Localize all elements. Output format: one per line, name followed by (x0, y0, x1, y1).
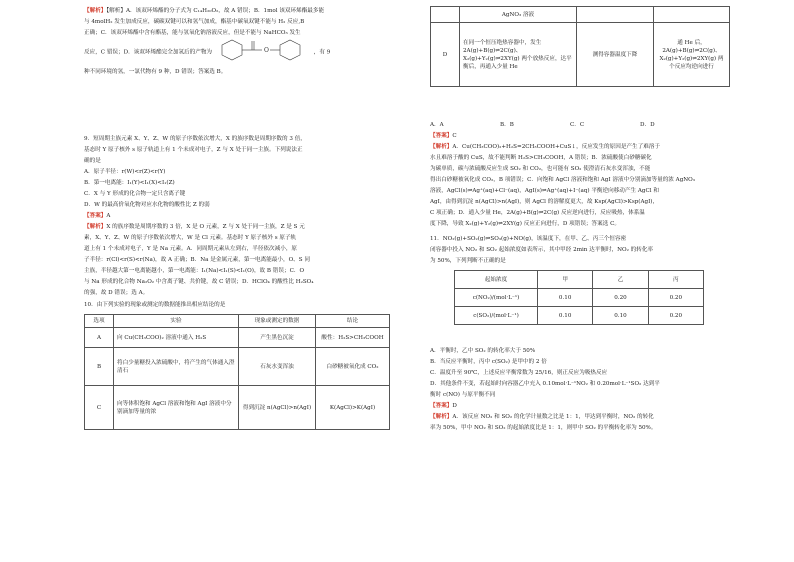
table-cell: c(SO₂)/(mol·L⁻¹) (455, 307, 538, 325)
table-row (431, 7, 730, 23)
table-cell: 0.20 (648, 307, 703, 325)
table-cell: 0.10 (538, 307, 593, 325)
text-line: C 项正确；D．通入少量 He，2A(g)+B(g)⇌2C(g) 反应逆向进行，反应吸热，体系温 (430, 210, 645, 216)
question-stem: 为 50%，下列判断不正确的是 (430, 258, 506, 264)
option-b: B．当反应平衡时，丙中 c(SO₂) 是甲中的 2 倍 (430, 359, 547, 365)
question-stem: 闭容器中投入 NO₂ 和 SO₂ 起始浓度如表所示，其中甲经 2min 达平衡时，NO₂ 的转化率 (430, 247, 654, 253)
question-stem: 确的是 (84, 158, 101, 164)
question-11-options (430, 346, 730, 434)
question-stem: 基态时 Y 原子核外 s 原子轨道上有 1 个未成对电子，Z 与 X 处于同一主族。下列说法正 (84, 147, 303, 153)
table-cell: 将白少量糖投入浓硫酸中，将产生的气体通入澄清石 (114, 348, 239, 386)
table-row (85, 386, 390, 430)
table-cell: 向等体积饱和 AgCl 溶液和饱和 AgI 溶液中分别滴加等量的浓 (114, 386, 239, 430)
table-row (85, 328, 390, 348)
table-cell: c(NO₂)/(mol·L⁻¹) (455, 289, 538, 307)
table-cell: 在同一个恒压绝热容器中，发生 2A(g)+B(g)⇌2C(g)、X₂(g)+Y₂(g)⇌2XY(g) 两个放热反应，达平衡后，再通入少量 He (460, 23, 577, 87)
header-cell: 实验 (114, 315, 239, 328)
question-9 (84, 134, 390, 222)
table-cell: D (431, 23, 460, 87)
table-cell: 通 He 后，2A(g)+B(g)⇌2C(g)、X₂(g)+Y₂(g)⇌2XY(g) 两个反应均逆向进行 (654, 23, 730, 87)
explanation-q9 (84, 222, 390, 299)
text-line: 水且难溶于酸的 CuS，故不能判断 H₂S>CH₃COOH，A 错误；B．浓硫酸使白砂糖碳化 (430, 155, 652, 161)
header-cell: 乙 (593, 271, 648, 289)
text-line: 主族，半径越大第一电离能越小，第一电离能：I₁(Na)<I₁(S)<I₁(O)，故 B 错误；C．O (84, 268, 305, 274)
table-cell: 白砂糖被氧化成 CO₂ (316, 348, 390, 386)
question-10 (84, 300, 390, 311)
text-line: 道上有 1 个未成对电子，Y 是 Na 元素。A．同周期元素从左到右，半径依次减小，原 (84, 246, 298, 252)
table-cell: AgNO₃ 溶液 (460, 7, 577, 23)
option-b: B．B (500, 122, 514, 128)
table-row (85, 348, 390, 386)
header-cell: 甲 (538, 271, 593, 289)
text-line: 与 4molH₂ 发生加成反应，碳碳双键可以和氢气加成，酯基中碳氧双键不能与 H₂ 反应,B (84, 19, 305, 25)
explanation-q8 (84, 6, 390, 78)
option-d-continued: 衡时 c(NO) 与原平衡不同 (430, 392, 496, 398)
answer-line: 【答案】C (430, 133, 457, 139)
text-line: 度下降，导致 X₂(g)+Y₂(g)⇌2XY(g) 反应正向进行，D 项错误；答案选 C。 (430, 221, 620, 227)
header-cell: 丙 (648, 271, 703, 289)
option-a: A．平衡时，乙中 SO₂ 的转化率大于 50% (430, 348, 536, 354)
option-d: D．W 的最高价氧化物对应水化物的酸性比 Z 的弱 (84, 202, 210, 208)
option-d: D．其他条件不变，若起始时向容器乙中充入 0.10mol·L⁻¹NO₂ 和 0.20mol·L⁻¹SO₂ 达到平 (430, 381, 660, 387)
analysis-tag: 【解析】 (84, 8, 107, 14)
table-cell: 酸性：H₂S>CH₃COOH (316, 328, 390, 348)
table-cell: 得到沉淀 n(AgCl)>n(AgI) (239, 386, 316, 430)
table-cell: 0.10 (593, 307, 648, 325)
text-line: AgI，由得到沉淀 n(AgCl)>n(AgI)，则 AgCl 的溶解度更大，故 Ksp(AgCl)>Ksp(AgI)， (430, 199, 659, 205)
header-cell: 现象或测定的数据 (239, 315, 316, 328)
answer-line: 【答案】A (84, 213, 111, 219)
table-cell: 石灰水变浑浊 (239, 348, 316, 386)
question-stem: 10．由下列实验的现象或测定的数据能推出相应结论的是 (84, 302, 226, 308)
experiment-table (84, 314, 390, 430)
text-line: 素，X、Y、Z、W 的原子序数依次增大，W 是 Cl 元素。基态时 Y 原子核外 s 原子轨 (84, 235, 297, 241)
option-c: C．温度升至 90℃，上述反应平衡常数为 25/16，则正反应为吸热反应 (430, 370, 608, 376)
table-cell: B (85, 348, 114, 386)
table-cell: A (85, 328, 114, 348)
header-cell: 起始浓度 (455, 271, 538, 289)
text-line: 反应，C 错误；D．该双环烯酯完全加氢后的产物为 O ，有 9 (84, 39, 390, 67)
table-header-row (455, 271, 704, 289)
text-line: 得出白砂糖被氧化成 CO₂，B 项错误；C．向饱和 AgCl 溶液和饱和 AgI 溶液中分别滴加等量的浓 AgNO₃ (430, 177, 695, 183)
option-b: B．第一电离能：I₁(Y)<I₁(X)<I₁(Z) (84, 180, 175, 186)
question-stem: 9．短周期主族元素 X、Y、Z、W 的原子序数依次增大，X 的族序数是周期序数的 3 倍， (84, 136, 306, 142)
concentration-table (454, 270, 704, 325)
table-cell (654, 7, 730, 23)
table-cell: K(AgCl)>K(AgI) (316, 386, 390, 430)
text-line: 与 Na 形成的化合物 Na₂O₂ 中含离子键、共价键，故 C 错误；D．HClO₄ 的酸性比 H₂SO₄ (84, 279, 314, 285)
text-line: 【解析】A．该反应 NO₂ 和 SO₂ 的化学计量数之比是 1：1，甲达到平衡时，NO₂ 的转化 (430, 414, 654, 420)
option-a: A．原子半径：r(W)<r(Z)<r(Y) (84, 169, 166, 175)
table-row (431, 23, 730, 87)
question-stem: 11．NO₂(g)+SO₂(g)⇌SO₃(g)+NO(g)，该温度下，在甲、乙、丙三个恒容密 (430, 236, 627, 242)
text-line: 正确；C．该双环烯酯中含有酯基，能与氢氧化钠溶液反应，但是不能与 NaHCO₃ 发生 (84, 30, 301, 36)
table-cell: 向 Cu(CH₃COO)₂ 溶液中通入 H₂S (114, 328, 239, 348)
text-line: 的强，故 D 错误；选 A。 (84, 290, 149, 296)
table-cell: 0.10 (538, 289, 593, 307)
header-cell: 选项 (85, 315, 114, 328)
table-cell: 0.20 (593, 289, 648, 307)
option-c: C．X 与 Y 形成的化合物一定只含离子键 (84, 191, 186, 197)
text-line: 为碳单质，碳与浓硫酸反应生成 SO₂ 和 CO₂，也可能有 SO₂ 使澄清石灰水变浑浊，不能 (430, 166, 651, 172)
experiment-table-continued (430, 6, 730, 87)
option-d: D．D (640, 122, 655, 128)
table-cell: 测得容器温度下降 (577, 23, 654, 87)
question-11 (430, 234, 730, 267)
question-10-options (430, 120, 730, 230)
table-cell: 0.20 (648, 289, 703, 307)
table-header-row (85, 315, 390, 328)
table-cell (431, 7, 460, 23)
table-row (455, 307, 704, 325)
text-line: 子半径：r(Cl)<r(S)<r(Na)，故 A 正确；B．Na 是金属元素，第一电离能最小，O、S 同 (84, 257, 310, 263)
text-line: 种不同环境的氢，一氯代物有 9 种，D 错误；答案选 B。 (84, 69, 227, 75)
text-line: 率为 50%，甲中 NO₂ 和 SO₂ 的起始浓度比是 1：1，则甲中 SO₂ 的平衡转化率为 50%。 (430, 425, 657, 431)
option-row (430, 120, 730, 131)
header-cell: 结论 (316, 315, 390, 328)
hydrogenated-product-structure (214, 39, 314, 65)
table-row (455, 289, 704, 307)
option-a: A．A (430, 122, 444, 128)
text-line: 【解析】X 的族序数是周期序数的 3 倍，X 是 O 元素，Z 与 X 处于同一主族，Z 是 S 元 (84, 224, 305, 230)
text-line: 【解析】【解析】A．该双环烯酯的分子式为 C₁₄H₂₀O₂，故 A 错误；B．1mol 该双环烯酯最多能 (84, 8, 325, 14)
svg-text:O: O (263, 47, 269, 54)
table-cell (577, 7, 654, 23)
table-cell: 产生黑色沉淀 (239, 328, 316, 348)
option-c: C．C (570, 122, 585, 128)
table-cell: C (85, 386, 114, 430)
text-line: 【解析】A．Cu(CH₃COO)₂+H₂S=2CH₃COOH+CuS↓，反应发生的原因是产生了难溶于 (430, 144, 660, 150)
text-line: 溶液，AgCl(s)⇌Ag⁺(aq)+Cl⁻(aq)，AgI(s)⇌Ag⁺(aq)+I⁻(aq) 平衡逆向移动产生 AgCl 和 (430, 188, 659, 194)
answer-line: 【答案】D (430, 403, 457, 409)
